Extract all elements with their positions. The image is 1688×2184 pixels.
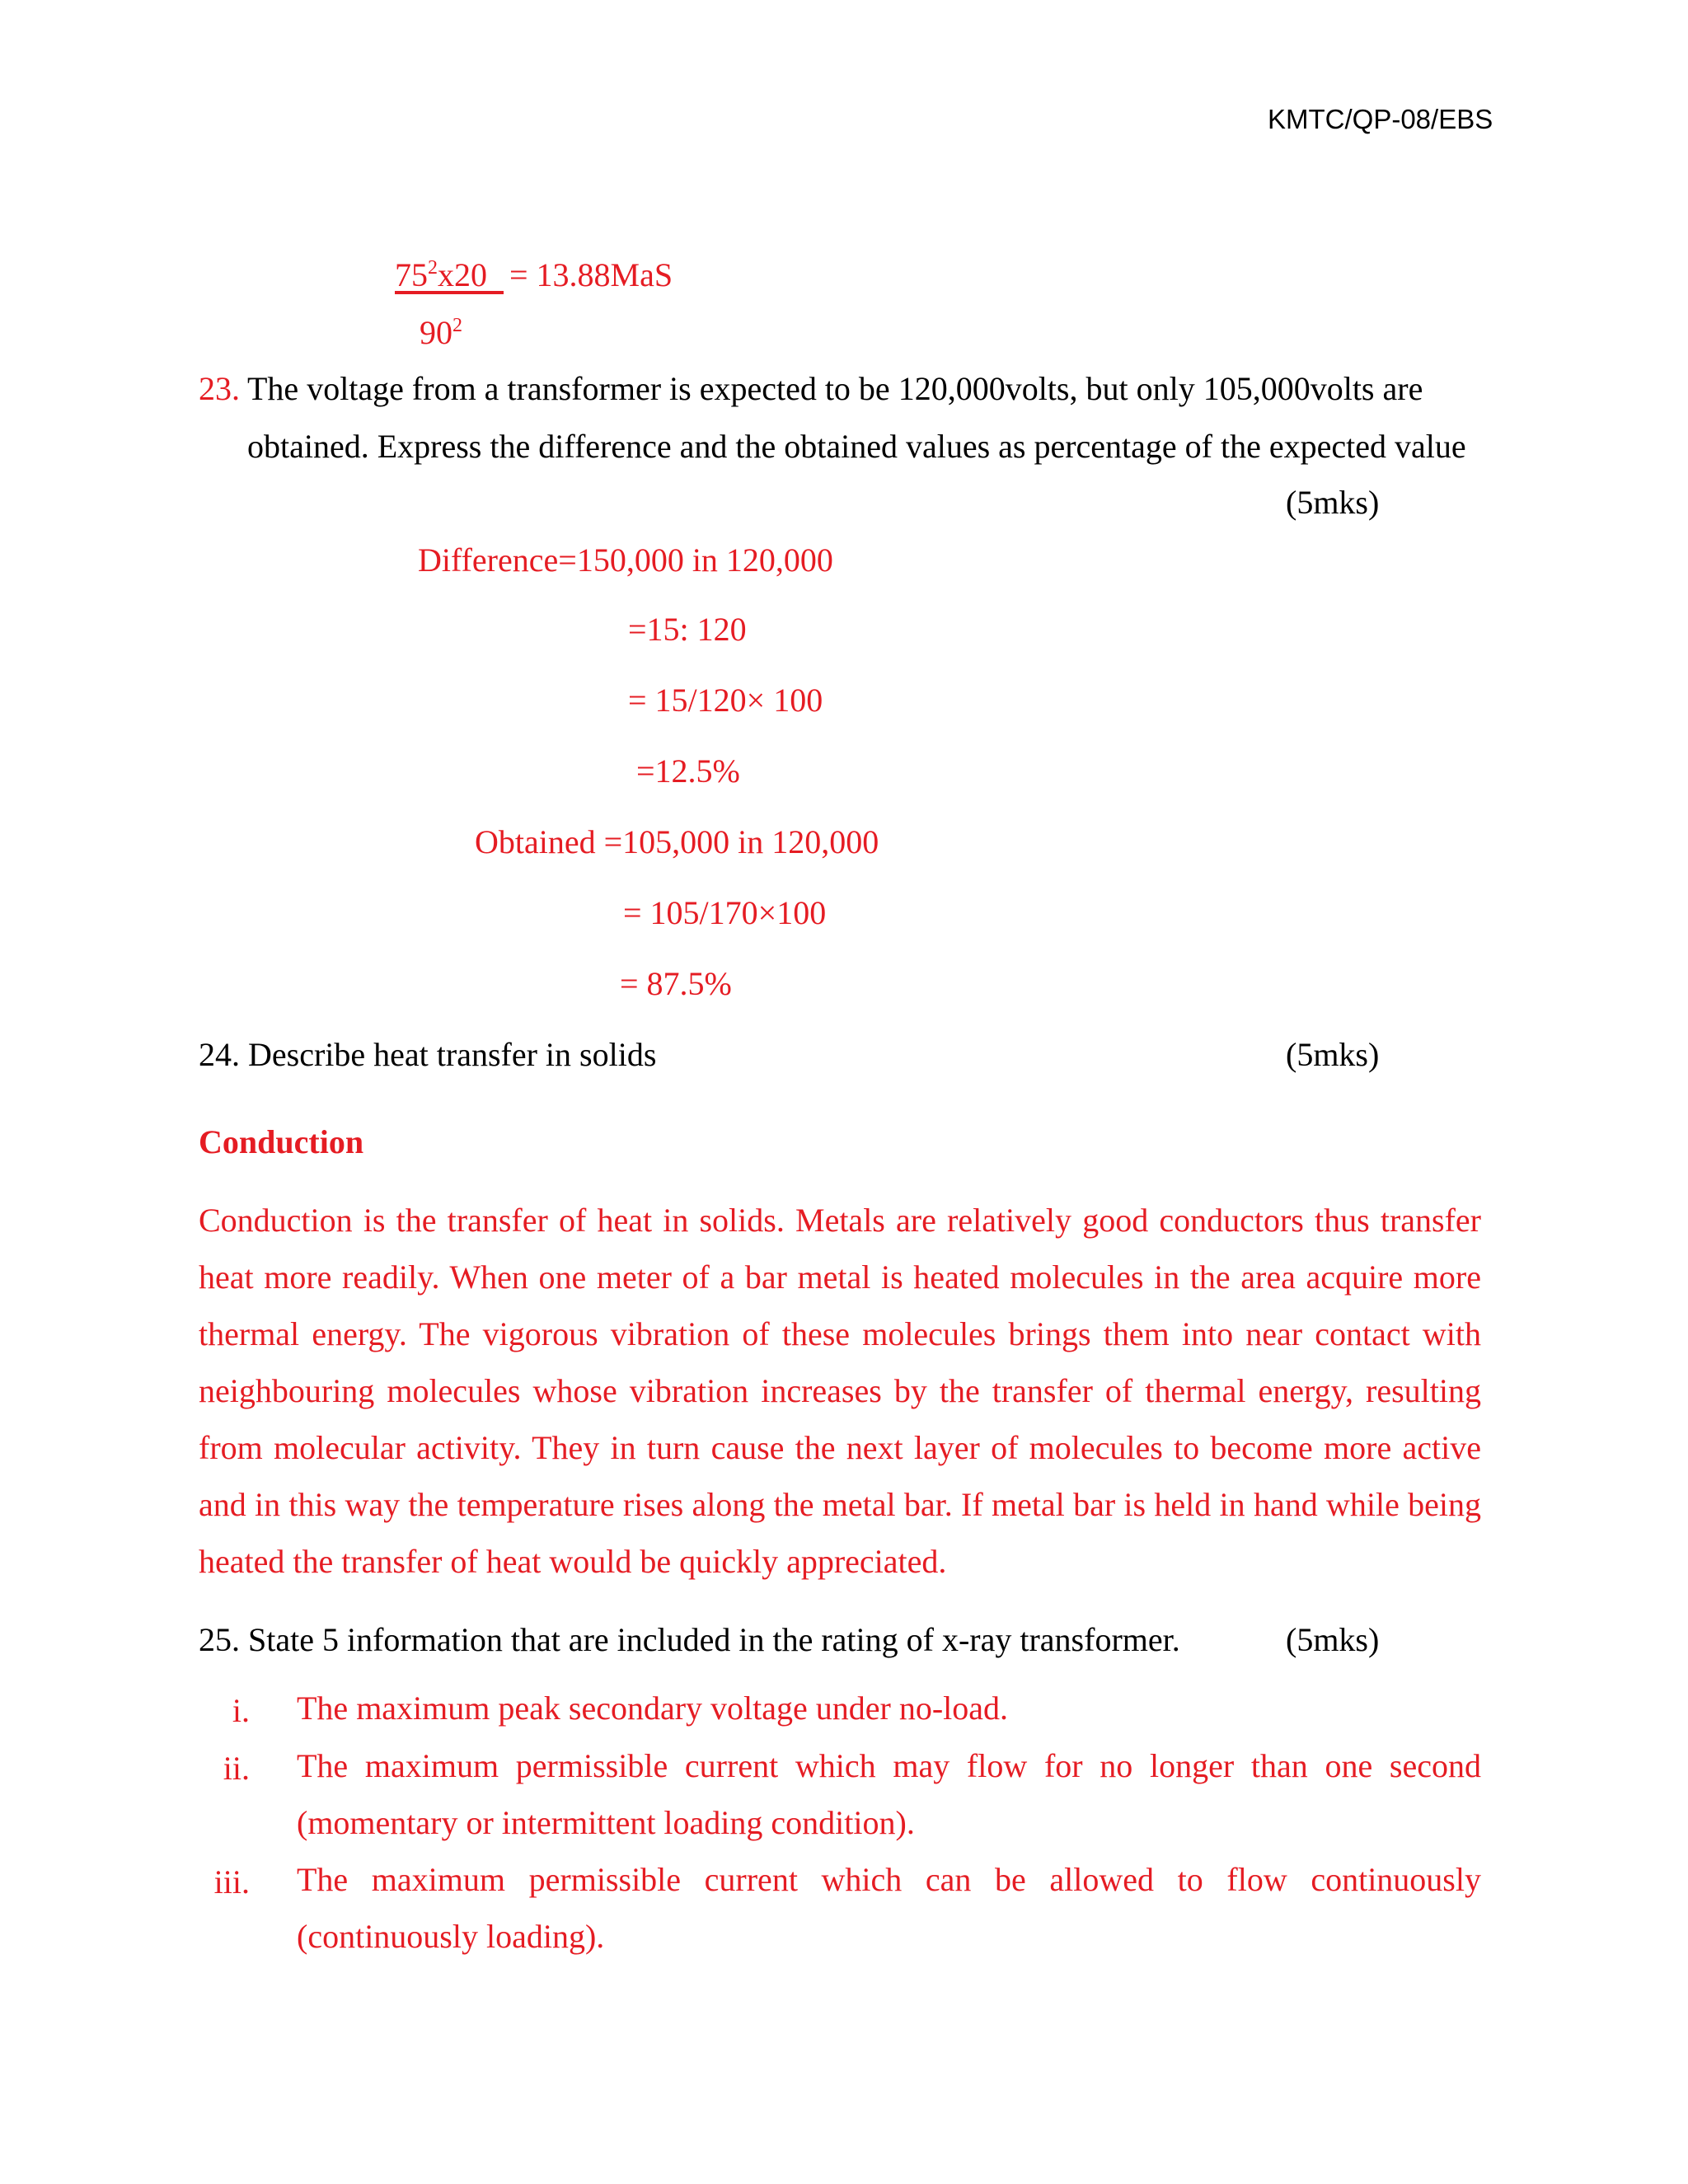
q23-step5: = 87.5% (620, 965, 732, 1002)
q23-question-line1: The voltage from a transformer is expected to be 120,000volts, but only 105,000volts are (247, 370, 1423, 407)
q23-obtained-line: Obtained =105,000 in 120,000 (475, 823, 879, 860)
q23-question-line2: obtained. Express the difference and the obtained values as percentage of the expected value (247, 428, 1466, 465)
numerator-base: 75 (395, 256, 428, 293)
denominator-base: 90 (420, 314, 452, 351)
q24-question: 24. Describe heat transfer in solids (199, 1036, 657, 1073)
q23-step2: = 15/120× 100 (628, 682, 823, 719)
list-item-number: iii. (213, 1863, 250, 1900)
q23-step1: =15: 120 (628, 611, 747, 648)
list-item-text: The maximum peak secondary voltage under no-load. (297, 1690, 1009, 1727)
list-item-number: i. (232, 1692, 250, 1729)
q23-difference-line: Difference=150,000 in 120,000 (418, 541, 833, 579)
numerator-exponent: 2 (428, 257, 438, 279)
fraction-result: = 13.88MaS (509, 256, 673, 293)
q25-question: 25. State 5 information that are included in the rating of x-ray transformer. (199, 1621, 1180, 1658)
list-item-text: The maximum permissible current which can be allowed to flow continuously (continuously loading). (297, 1861, 1481, 1955)
numerator-rest: x20 (438, 256, 487, 293)
q23-marks: (5mks) (1286, 484, 1380, 521)
q24-marks: (5mks) (1286, 1036, 1380, 1073)
denominator-exponent: 2 (452, 315, 462, 336)
list-item-text: The maximum permissible current which may flow for no longer than one second (momentary or intermittent loading condition). (297, 1747, 1481, 1841)
q25-marks: (5mks) (1286, 1621, 1380, 1658)
q23-number: 23. (199, 370, 240, 407)
document-code: KMTC/QP-08/EBS (1268, 104, 1493, 134)
q23-step3: =12.5% (636, 752, 740, 790)
q24-heading: Conduction (199, 1123, 364, 1160)
list-item-number: ii. (223, 1750, 250, 1787)
q23-step4: = 105/170×100 (623, 894, 827, 931)
fraction-numerator (395, 256, 504, 293)
fraction-denominator (420, 316, 462, 349)
q24-answer-paragraph: Conduction is the transfer of heat in solids. Metals are relatively good conductors thus transfer heat more readily. When one meter of a bar metal is heated molecules in the area acquire more thermal energy. The vigorous vibration of these molecules brings them into near contact with neighbouring molecules whose vibration increases by the transfer of thermal energy, resulting from molecular activity. They in turn cause the next layer of molecules to become more active and in this way the temperature rises along the metal bar. If metal bar is held in hand while being heated the transfer of heat would be quickly appreciated. (199, 1202, 1481, 1580)
